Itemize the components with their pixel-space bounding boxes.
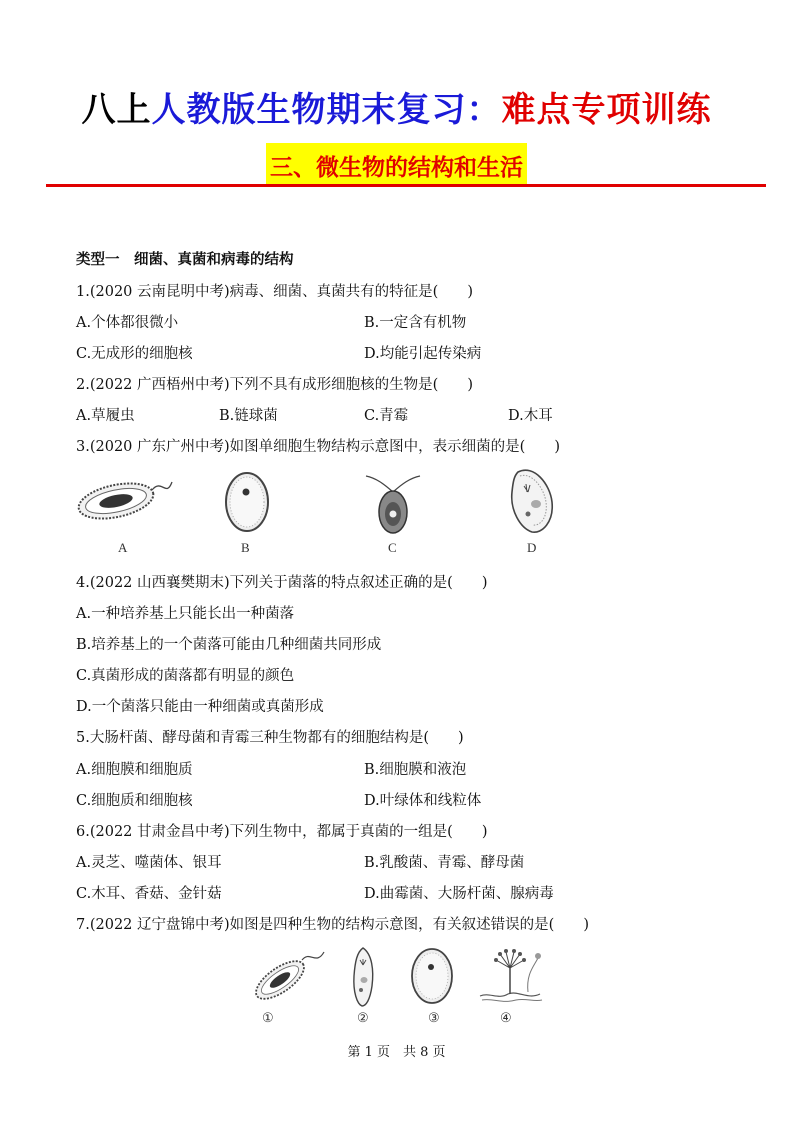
q5-option-d: D.叶绿体和线粒体 (364, 793, 482, 809)
mold-illustration (476, 944, 544, 1006)
q5-option-b: B.细胞膜和液泡 (364, 762, 467, 778)
title-divider (46, 184, 766, 187)
q1-option-c: C.无成形的细胞核 (76, 346, 193, 362)
yeast-cell-illustration (408, 946, 456, 1006)
q1-option-b: B.一定含有机物 (364, 315, 467, 331)
q3-label-b: B (241, 540, 250, 555)
q3-label-c: C (388, 540, 397, 555)
paramecium-illustration (506, 466, 558, 536)
q4-option-b: B.培养基上的一个菌落可能由几种细菌共同形成 (76, 637, 382, 653)
q4-option-d: D.一个菌落只能由一种细菌或真菌形成 (76, 699, 324, 715)
q6-option-a: A.灵芝、噬菌体、银耳 (76, 855, 222, 871)
title-edition: 人教版生物期末复习： (151, 90, 502, 130)
paramecium-illustration (350, 946, 376, 1008)
q3-label-a: A (118, 540, 128, 555)
page-footer: 第 1 页 共 8 页 (347, 1045, 446, 1060)
q2-option-c: C.青霉 (364, 408, 409, 424)
q1-option-d: D.均能引起传染病 (364, 346, 482, 362)
q5-option-a: A.细胞膜和细胞质 (76, 762, 193, 778)
chlamydomonas-illustration (362, 470, 424, 536)
q6-option-d: D.曲霉菌、大肠杆菌、腺病毒 (364, 886, 554, 902)
q6-option-b: B.乳酸菌、青霉、酵母菌 (364, 855, 525, 871)
q7-label-1: ① (262, 1010, 274, 1025)
q6-stem: 6.(2022 甘肃金昌中考)下列生物中，都属于真菌的一组是( ) (76, 824, 488, 840)
q4-option-a: A.一种培养基上只能长出一种菌落 (76, 606, 295, 622)
yeast-cell-illustration (222, 470, 272, 534)
q4-stem: 4.(2022 山西襄樊期末)下列关于菌落的特点叙述正确的是( ) (76, 575, 488, 591)
q2-option-b: B.链球菌 (219, 408, 278, 424)
q1-option-a: A.个体都很微小 (76, 315, 179, 331)
q2-option-a: A.草履虫 (76, 408, 135, 424)
q7-label-4: ④ (500, 1010, 512, 1025)
q3-stem: 3.(2020 广东广州中考)如图单细胞生物结构示意图中，表示细菌的是( ) (76, 439, 560, 455)
q6-option-c: C.木耳、香菇、金针菇 (76, 886, 222, 902)
q5-option-c: C.细胞质和细胞核 (76, 793, 193, 809)
q7-label-2: ② (357, 1010, 369, 1025)
q2-stem: 2.(2022 广西梧州中考)下列不具有成形细胞核的生物是( ) (76, 377, 473, 393)
section-heading: 类型一 细菌、真菌和病毒的结构 (76, 252, 294, 268)
title-grade: 八上 (81, 90, 152, 130)
bacterium-illustration (74, 470, 174, 532)
title-topic: 难点专项训练 (501, 90, 712, 130)
section-subtitle: 三、微生物的结构和生活 (266, 143, 527, 186)
q7-stem: 7.(2022 辽宁盘锦中考)如图是四种生物的结构示意图，有关叙述错误的是( ) (76, 917, 589, 933)
q2-option-d: D.木耳 (508, 408, 553, 424)
bacterium-illustration (250, 946, 328, 1004)
q5-stem: 5.大肠杆菌、酵母菌和青霉三种生物都有的细胞结构是( ) (76, 730, 464, 746)
q1-stem: 1.(2020 云南昆明中考)病毒、细菌、真菌共有的特征是( ) (76, 284, 473, 300)
q4-option-c: C.真菌形成的菌落都有明显的颜色 (76, 668, 295, 684)
page-title (0, 82, 793, 131)
q3-label-d: D (527, 540, 537, 555)
q7-label-3: ③ (428, 1010, 440, 1025)
